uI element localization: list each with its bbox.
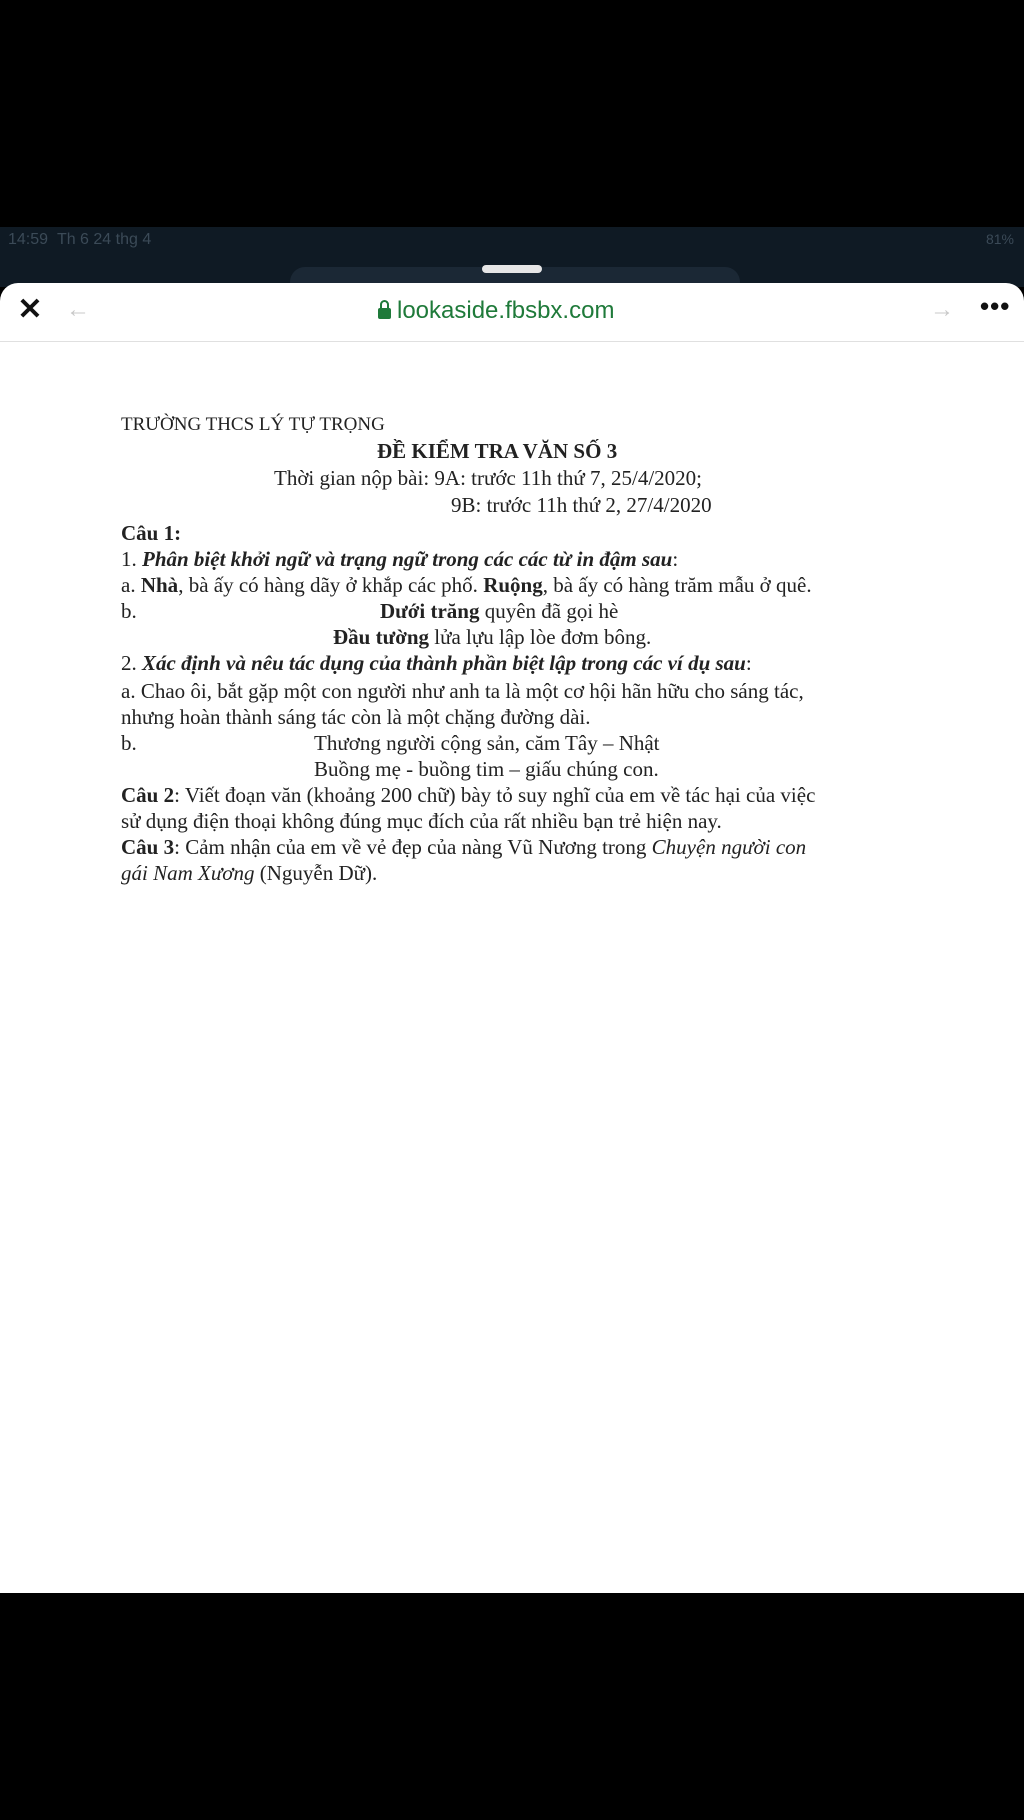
question-1-2b-line-2: Buồng mẹ - buồng tim – giấu chúng con. [314,757,659,781]
question-1-poem-line-1: Dưới trăng quyên đã gọi hè [380,599,619,623]
question-2-line-1: Câu 2: Viết đoạn văn (khoảng 200 chữ) bày tỏ suy nghĩ của em về tác hại của việc [121,783,816,807]
bottom-letterbox [0,1593,1024,1820]
top-letterbox [0,0,1024,227]
question-1-heading: Câu 1: [121,521,182,545]
question-1-poem-line-2: Đầu tường lửa lựu lập lòe đơm bông. [333,625,652,649]
browser-sheet [0,283,1024,1593]
url-text: lookaside.fbsbx.com [397,297,615,324]
question-1-2a-line-1: a. Chao ôi, bắt gặp một con người như anh ta là một cơ hội hãn hữu cho sáng tác, [121,679,804,703]
question-3-line-2: gái Nam Xương (Nguyễn Dữ). [121,861,378,885]
status-time: 14:59 Th 6 24 thg 4 [8,231,152,248]
back-arrow-icon[interactable]: ← [66,296,90,323]
lock-icon [378,308,391,319]
exam-title: ĐỀ KIỂM TRA VĂN SỐ 3 [377,439,618,463]
address-bar[interactable] [378,297,614,325]
status-bar [0,227,1024,287]
browser-navbar [0,283,1024,342]
question-1-item-a: a. Nhà, bà ấy có hàng dãy ở khắp các phố. Ruộng, bà ấy có hàng trăm mẫu ở quê. [121,573,812,597]
battery-indicator: 81% [985,231,1014,247]
forward-arrow-icon[interactable]: → [930,296,954,323]
question-1-2b-label: b. [121,731,137,755]
question-1-part-2: 2. Xác định và nêu tác dụng của thành phần biệt lập trong các ví dụ sau: [121,651,752,675]
deadline-9b: 9B: trước 11h thứ 2, 27/4/2020 [451,493,712,517]
document-page [0,341,1024,1593]
close-button[interactable]: ✕ [17,293,43,326]
question-1-part-1: 1. Phân biệt khởi ngữ và trạng ngữ trong các các từ in đậm sau: [121,547,679,571]
deadline-9a: Thời gian nộp bài: 9A: trước 11h thứ 7, 25/4/2020; [274,466,702,490]
question-1-2b-line-1: Thương người cộng sản, căm Tây – Nhật [314,731,660,755]
question-1-2a-line-2: nhưng hoàn thành sáng tác còn là một chặng đường dài. [121,705,591,729]
question-1-item-b-label: b. [121,599,137,623]
school-name: TRƯỜNG THCS LÝ TỰ TRỌNG [121,414,385,435]
question-2-line-2: sử dụng điện thoại không đúng mục đích của rất nhiều bạn trẻ hiện nay. [121,809,722,833]
more-options-button[interactable]: ••• [980,291,1011,321]
sheet-grabber[interactable] [482,265,542,273]
question-3-line-1: Câu 3: Cảm nhận của em về vẻ đẹp của nàng Vũ Nương trong Chuyện người con [121,835,807,859]
